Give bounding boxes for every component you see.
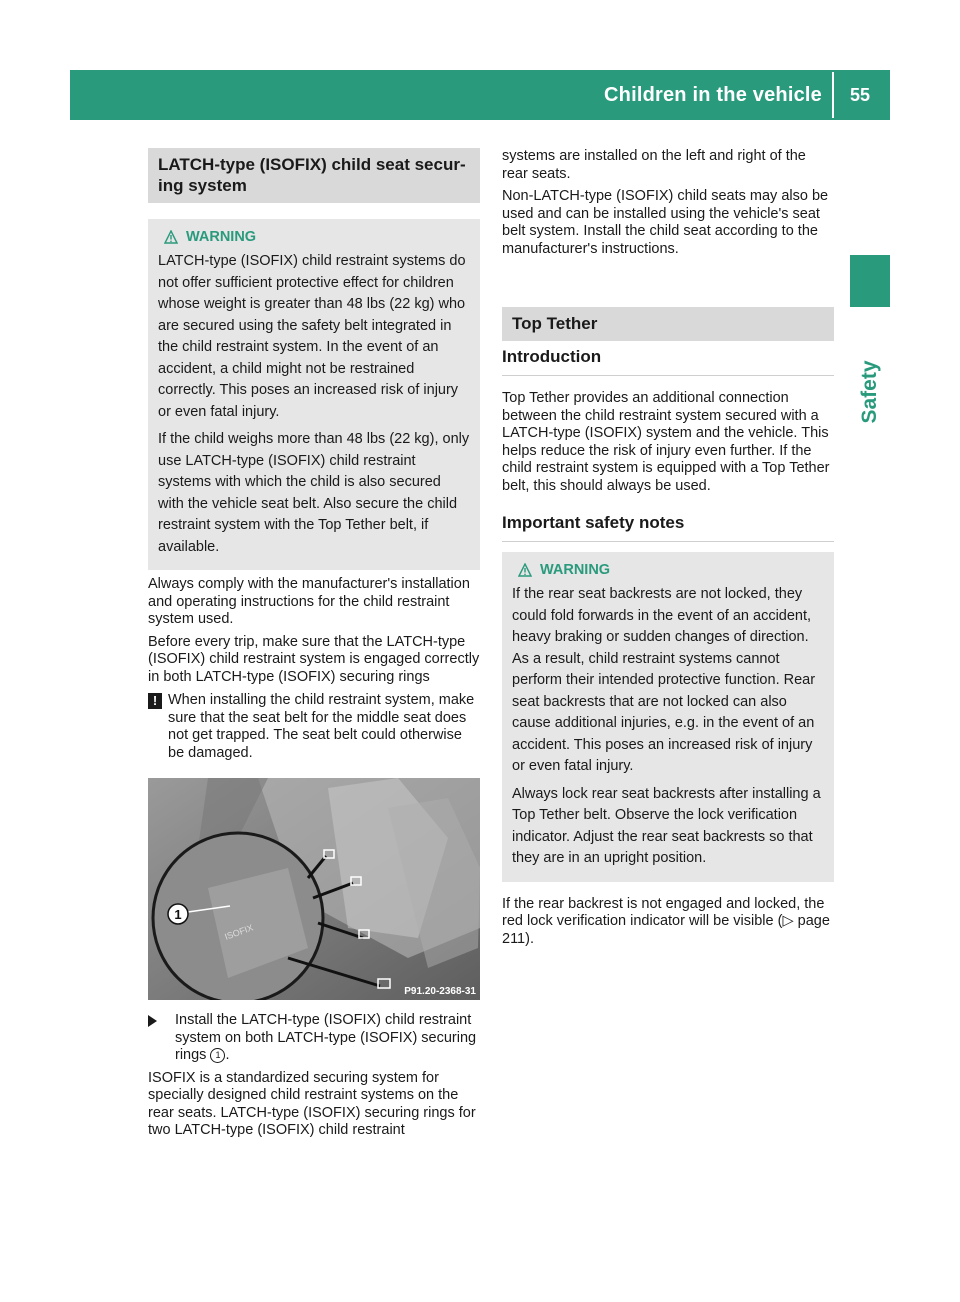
warning-box-backrest <box>502 552 834 882</box>
warning-header <box>164 229 470 245</box>
warning-header <box>518 562 824 578</box>
body-paragraph: Always comply with the manufacturer's installation and operating instructions for the child restraint system used. <box>148 576 470 627</box>
body-paragraph <box>502 896 834 949</box>
instruction-step <box>148 1012 480 1065</box>
body-paragraph: Non-LATCH-type (ISOFIX) child seats may also be used and can be installed using the vehicle's seat belt system. Install the child seat according to the manufacturer's instructions. <box>502 188 829 257</box>
warning-paragraph: LATCH-type (ISOFIX) child restraint systems do not offer sufficient protective effect for children whose weight is greater than 48 lbs (22 kg) who are secured using the safety belt integrated in the child restraint system. In the event of an accident, a child might not be restrained correctly. This poses an increased risk of injury or even fatal injury. <box>158 253 466 420</box>
warning-box-latch <box>148 219 480 570</box>
warning-paragraph: Always lock rear seat backrests after installing a Top Tether belt. Observe the lock verification indicator. Adjust the rear seat backrests so that they are in an upright position. <box>512 785 821 866</box>
isofix-label: ISOFIX <box>223 922 255 942</box>
body-paragraph: Before every trip, make sure that the LATCH-type (ISOFIX) child restraint system is engaged correctly in both LATCH-type (ISOFIX) securing rings <box>148 633 480 685</box>
section-heading-latch <box>148 148 480 203</box>
exclamation-icon: ! <box>148 693 162 709</box>
note-block <box>148 692 480 762</box>
warning-triangle-icon <box>518 563 532 577</box>
callout-number: 1 <box>174 907 182 922</box>
page-number: 55 <box>849 84 871 105</box>
left-column <box>148 148 480 1145</box>
step-text <box>175 1012 480 1065</box>
heading-line-2: ing system <box>158 176 247 195</box>
callout-reference: 1 <box>210 1048 225 1063</box>
rear-seat-illustration <box>148 778 480 1000</box>
page-title: Children in the vehicle <box>604 83 822 106</box>
final-text: If the rear backrest is not engaged and locked, the red lock verification indicator will be visible <box>502 895 825 929</box>
figure-code: P91.20-2368-31 <box>404 986 476 997</box>
body-paragraph: Top Tether provides an additional connection between the child restraint system secured with a LATCH-type (ISOFIX) system and the vehicle. This helps reduce the risk of injury even further. If the child restraint system is equipped with a Top Tether belt, this should always be used. <box>502 390 830 494</box>
header-divider <box>832 72 834 118</box>
note-text: When installing the child restraint system, make sure that the seat belt for the middle seat does not get trapped. The seat belt could otherwise be damaged. <box>168 692 475 761</box>
section-heading-top-tether: Top Tether <box>502 307 834 341</box>
page-reference-link[interactable]: (▷ page 211). <box>502 913 830 947</box>
right-column <box>502 148 834 953</box>
body-paragraph: ISOFIX is a standardized securing system for specially designed child restraint systems on the rear seats. LATCH-type (ISOFIX) securing rings for two LATCH-type (ISOFIX) child restraint <box>148 1069 476 1138</box>
section-tab-marker <box>850 255 890 307</box>
subheading-introduction: Introduction <box>502 347 834 376</box>
step-text-body: Install the LATCH-type (ISOFIX) child restraint system on both LATCH-type (ISOFIX) securing rings <box>175 1012 477 1063</box>
step-end: . <box>225 1047 230 1063</box>
step-arrow-icon <box>148 1015 169 1027</box>
section-tab-label: Safety <box>858 360 881 424</box>
isofix-seat-figure <box>148 778 480 1000</box>
warning-paragraph: If the child weighs more than 48 lbs (22 kg), only use LATCH-type (ISOFIX) child restraint systems with which the child is also secured with the vehicle seat belt. Also secure the child restraint system with the Top Tether belt, if available. <box>158 431 470 555</box>
subheading-safety-notes: Important safety notes <box>502 513 834 542</box>
warning-label: WARNING <box>186 229 257 245</box>
warning-paragraph: If the rear seat backrests are not locked, they could fold forwards in the event of an accident, heavy braking or sudden changes of direction. As a result, child restraint systems cannot perform their intended protective function. Rear seat backrests that are not locked can also cause additional injuries, e.g. in the event of an accident. This poses an increased risk of injury or even fatal injury. <box>512 586 816 774</box>
body-paragraph: systems are installed on the left and right of the rear seats. <box>502 148 806 182</box>
warning-label: WARNING <box>540 562 611 578</box>
heading-line-1: LATCH-type (ISOFIX) child seat secur- <box>158 155 466 174</box>
warning-triangle-icon <box>164 230 178 244</box>
